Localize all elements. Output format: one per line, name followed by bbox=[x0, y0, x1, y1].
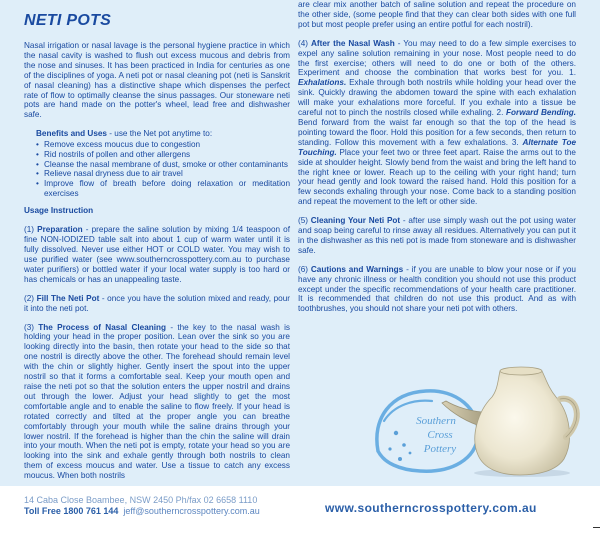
intro-paragraph: Nasal irrigation or nasal lavage is the personal hygiene practice in which the nasal cavity is washed to flush out excess mucous and debris from the nose and sinuses. It has been practiced in India for centuries as one of the disciplines of yoga. A neti pot or nasal cleaning pot (neti is Sanskrit of nasal cleaning) has a distinctive shape which dispenses the perfect rate of flow to optimally cleanse the sinus passages. Our stoneware neti pots are hand made on the potter's wheel, lead free and dishwasher safe. bbox=[24, 41, 290, 120]
logo-text-line: Southern bbox=[416, 415, 456, 427]
step-5-paragraph bbox=[298, 216, 576, 256]
step-text: - if you are unable to blow your nose or if you have any chronic illness or health condition you should not use this product except under the specific recommendations of your health care practitioner. It is recommended that children do not use this product. And as with toothbrushes, you should not share your neti pot with others. bbox=[298, 264, 576, 314]
right-column bbox=[298, 0, 576, 323]
logo-star bbox=[394, 431, 398, 435]
step-text: - after use simply wash out the pot using water and soap being careful to rinse away all residues. Alternatively you can put it in the dishwasher as this neti pot is made from stoneware and is dishwasher safe. bbox=[298, 216, 576, 255]
logo-star bbox=[402, 443, 406, 447]
benefits-heading: Benefits and Uses bbox=[36, 129, 107, 139]
usage-heading: Usage Instruction bbox=[24, 206, 94, 216]
step-4-paragraph bbox=[298, 39, 576, 207]
step-title: After the Nasal Wash bbox=[311, 38, 395, 48]
step-2-paragraph bbox=[24, 294, 290, 314]
left-column bbox=[24, 0, 290, 490]
step-text: Exhale through both nostrils while holding your head over the sink. Quickly drawing the abdomen toward the spine with each exhalation will make your exhalations more forceful. If you exhale into a tissue be careful not to pinch the nostrils closed while exhaling. 2. bbox=[298, 78, 576, 118]
step-title: Fill The Neti Pot bbox=[36, 293, 100, 303]
step-title: Preparation bbox=[37, 225, 83, 235]
step-6-paragraph bbox=[298, 265, 576, 315]
step-text: Bend forward from the waist far enough so that the top of the head is pointing toward the floor. Hold this position for a few seconds, then return to standing. Follow this movement with a few exhalations. 3. bbox=[298, 117, 576, 147]
footer-email[interactable]: jeff@southerncrosspottery.com.au bbox=[123, 506, 260, 516]
pot-rim bbox=[500, 367, 542, 375]
exercise-name: Exhalations. bbox=[298, 78, 347, 88]
benefit-item: • Improve flow of breath before doing relaxation or meditation exercises bbox=[36, 179, 290, 198]
step-number: (2) bbox=[24, 293, 37, 303]
footer bbox=[0, 486, 600, 544]
step-number: (4) bbox=[298, 38, 311, 48]
footer-tollfree: Toll Free 1800 761 144 bbox=[24, 506, 119, 516]
benefits-heading-line bbox=[36, 129, 290, 139]
neti-pot-illustration bbox=[360, 349, 596, 477]
benefit-item: • Cleanse the nasal membrane of dust, smoke or other contaminants bbox=[36, 160, 290, 170]
step-1-paragraph bbox=[24, 225, 290, 284]
page-crop-mark bbox=[593, 527, 600, 528]
exercise-name: Forward Bending. bbox=[506, 108, 576, 118]
step-number: (6) bbox=[298, 264, 311, 274]
logo-star bbox=[388, 447, 391, 450]
benefit-item: • Remove excess moucus due to congestion bbox=[36, 140, 290, 150]
step-3-paragraph bbox=[24, 323, 290, 482]
pot-body bbox=[475, 371, 570, 475]
step-number: (5) bbox=[298, 216, 311, 226]
benefits-lead: - use the Net pot anytime to: bbox=[106, 129, 213, 139]
step-text: Place your feet two or three feet apart. Raise the arms out to the side at shoulder height. Slowly bend from the waist and bring the left hand to the right knee or lower. Reach up to the ceiling with your right hand; turn your head gently and look toward the raised hand. Hold this position for a few seconds exhaling through your nose. Come back to a standing position and repeat the movement to the left or other side. bbox=[298, 147, 576, 207]
step-number: (1) bbox=[24, 225, 38, 235]
footer-contact bbox=[24, 506, 260, 517]
footer-website[interactable]: www.southerncrosspottery.com.au bbox=[325, 501, 537, 515]
benefit-item: • Relieve nasal dryness due to air travel bbox=[36, 169, 290, 179]
exercise-name: Alternate Toe Touching. bbox=[298, 137, 576, 157]
step-text: - You may need to do a few simple exercises to expel any saline solution remaining in your nose. Most people need to do the first exercise; others will need to do one or both of the others. Experiment and choose the combination that works best for you. 1. bbox=[298, 38, 577, 78]
logo-star bbox=[398, 457, 402, 461]
logo-text-line: Cross bbox=[427, 429, 453, 441]
footer-address: 14 Caba Close Boambee, NSW 2450 Ph/fax 02 6658 1110 bbox=[24, 495, 258, 505]
step-text: - the key to the nasal wash is holding your head in the proper position. Lean over the sink so you are looking directly into the basin, then rotate your head to the side so that one nostril is directly above the other. The forehead should remain level with the chin or slightly higher. Gently insert the spout into the upper nostril so that it forms a comfortable seal. Keep your mouth open and raise the neti pot so that the solution enters the upper nostril and drains out through the lower. Adjust your head slightly to get the most comfortable angle and to enable the saline to flow freely. If your head is rotated correctly and tilted at the proper angle you can breathe comfortably through your mouth while the saline drains through your lower nostril. If the forehead is higher than the chin the saline will drain into your mouth. When the neti pot is empty, rotate your head so you are looking into the sink and exhale gently through both nostrils to clean them of excess moucus and water. Use a tissue to catch any excess moucus. When both nostrils bbox=[24, 322, 291, 481]
step-title: Cleaning Your Neti Pot bbox=[310, 216, 401, 226]
pottery-logo bbox=[377, 391, 478, 471]
step-text: - once you have the solution mixed and ready, pour it into the neti pot. bbox=[24, 293, 291, 313]
step-text: - prepare the saline solution by mixing 1/4 teaspoon of fine NON-IODIZED table salt into about 1 cup of warm water until it is fully dissolved. Never use either HOT or COLD water. You may wish to use purified water (see www.southerncrosspottery.com.au to purchase water purifiers) or bottled water if your local water supply is too hard or has chemicals or has an unappealing taste. bbox=[24, 225, 291, 284]
logo-text-line: Pottery bbox=[423, 443, 457, 455]
benefit-item: • Rid nostrils of pollen and other allergens bbox=[36, 150, 290, 160]
step-number: (3) bbox=[24, 322, 39, 332]
page-title: NETI POTS bbox=[24, 12, 112, 29]
step-3-continued: are clear mix another batch of saline solution and repeat the procedure on the other side, (some people find that they can clear both sides with one full pot but most people prefer using an entire potful for each nostril). bbox=[298, 0, 576, 29]
step-title: Cautions and Warnings bbox=[310, 264, 404, 274]
benefits-list bbox=[36, 140, 290, 198]
logo-star bbox=[409, 452, 412, 455]
step-title: The Process of Nasal Cleaning bbox=[38, 322, 167, 332]
